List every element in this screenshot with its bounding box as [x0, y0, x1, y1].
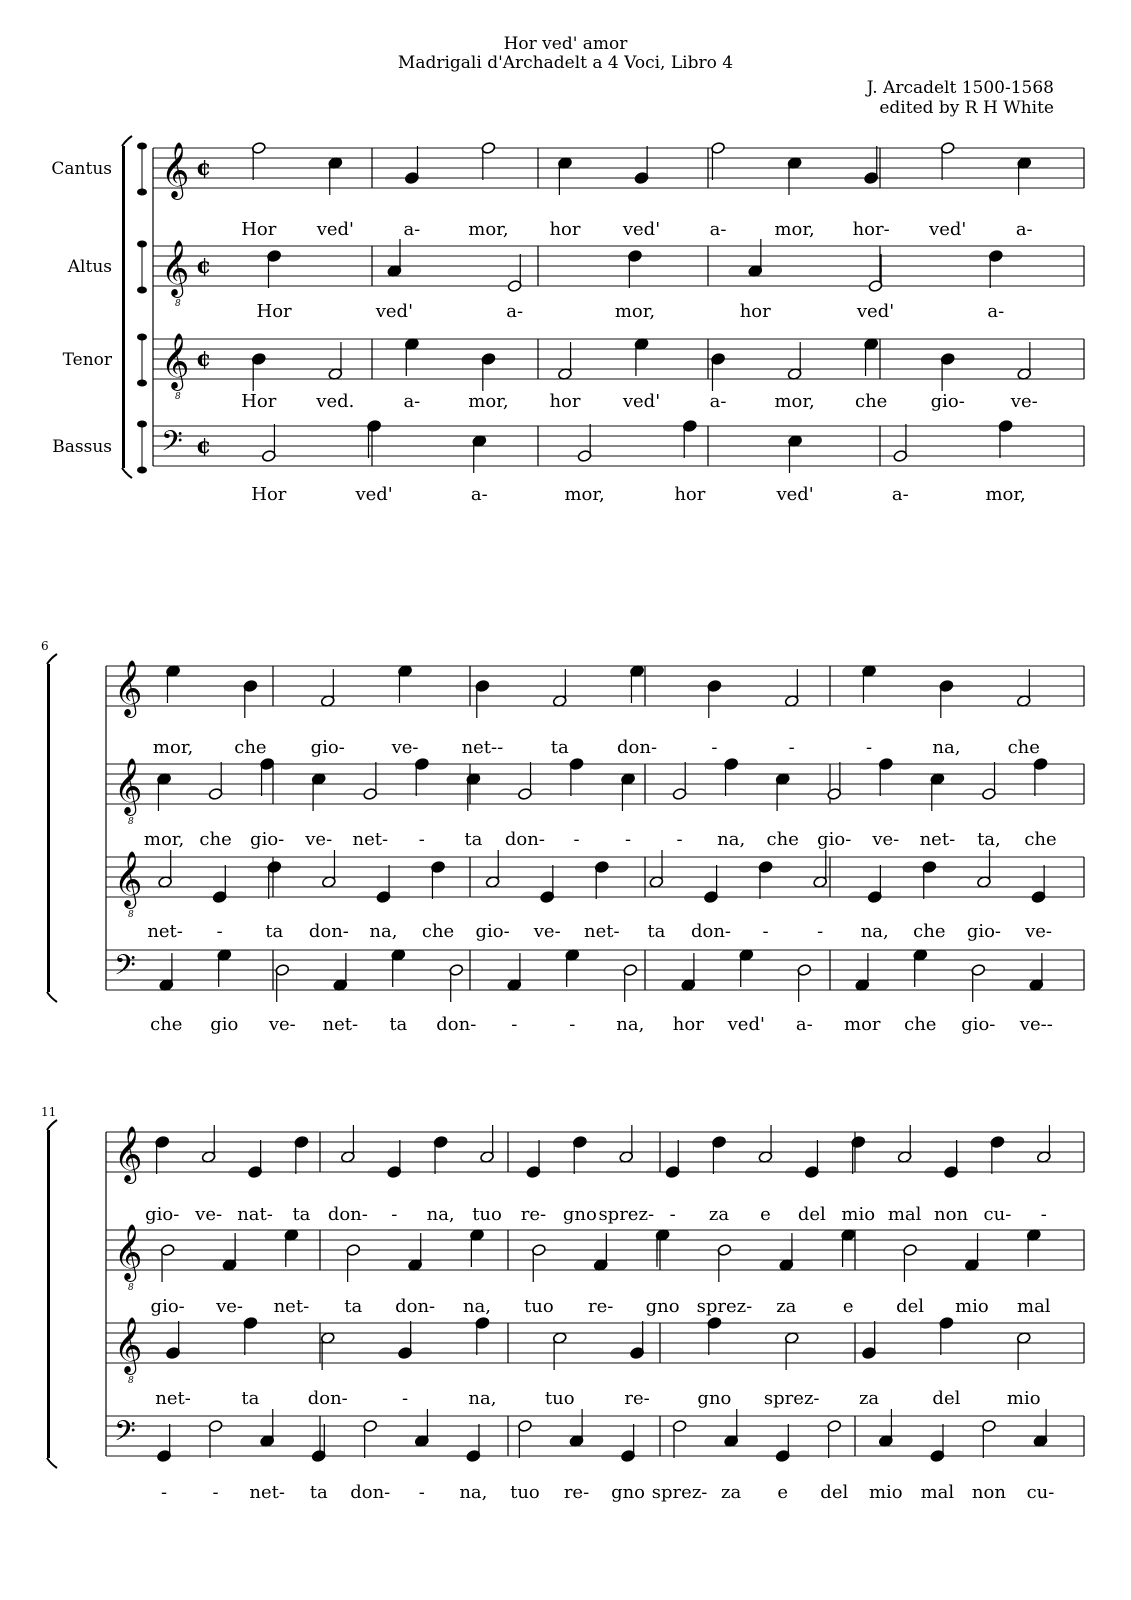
lyric-syllable: che	[1007, 737, 1040, 758]
bracket-top-hook	[47, 654, 57, 664]
lyric-syllable: sprez-	[763, 1388, 820, 1409]
lyric-syllable: mal	[920, 1482, 955, 1503]
lyric-syllable: mio	[841, 1204, 876, 1225]
lyric-syllable: don-	[307, 1388, 348, 1409]
lyric-syllable: net-	[322, 1014, 359, 1035]
lyric-syllable: non	[971, 1482, 1006, 1503]
instrument-name-bassus: Bassus	[52, 437, 112, 457]
lyric-syllable: mor,	[152, 737, 194, 758]
lyric-syllable: del	[896, 1296, 925, 1317]
cut-time-icon: ¢	[196, 155, 212, 181]
piece-subtitle: Madrigali d'Archadelt a 4 Voci, Libro 4	[397, 53, 734, 73]
lyric-syllable: ve-	[391, 737, 419, 758]
lyric-syllable: ve-	[1010, 391, 1038, 412]
treble-clef-icon: 𝄞	[114, 660, 143, 716]
lyric-syllable: nat-	[237, 1204, 273, 1225]
lyric-syllable: ved'	[776, 484, 814, 505]
lyric-syllable: za	[721, 1482, 742, 1503]
lyric-syllable: -	[569, 1014, 576, 1035]
instrument-name-altus: Altus	[67, 257, 112, 277]
ambitus-note	[137, 421, 147, 428]
bass-clef-icon: 𝄢	[161, 425, 183, 465]
lyric-syllable: gno	[611, 1482, 646, 1503]
lyric-syllable: hor	[739, 301, 771, 322]
lyric-syllable: -	[391, 1204, 398, 1225]
system-bracket	[122, 146, 125, 468]
lyric-syllable: -	[418, 1482, 425, 1503]
lyric-syllable: re-	[563, 1482, 590, 1503]
lyric-syllable: -	[817, 921, 824, 942]
lyric-syllable: a-	[891, 484, 909, 505]
lyric-syllable: ved'	[929, 219, 967, 240]
lyric-syllable: gio	[210, 1014, 239, 1035]
lyric-syllable: mor,	[985, 484, 1026, 505]
lyric-syllable: ta	[292, 1204, 311, 1225]
lyric-syllable: e	[842, 1296, 854, 1317]
lyric-syllable: cu-	[983, 1204, 1012, 1225]
lyric-syllable: -	[573, 829, 580, 850]
treble-clef-icon: 𝄞	[161, 240, 190, 296]
lyric-syllable: re-	[588, 1296, 614, 1317]
lyric-syllable: net-	[273, 1296, 310, 1317]
lyric-syllable: del	[797, 1204, 826, 1225]
lyric-syllable: che	[913, 921, 946, 942]
treble-clef-icon: 𝄞	[114, 1126, 143, 1182]
lyric-syllable: hor	[674, 484, 706, 505]
lyric-syllable: -	[1040, 1204, 1047, 1225]
bracket-top-hook	[122, 136, 132, 146]
octave-eight: 8	[128, 910, 134, 920]
lyric-syllable: che	[199, 829, 232, 850]
lyric-syllable: na,	[369, 921, 398, 942]
treble-clef-icon: 𝄞	[114, 1224, 143, 1280]
lyric-syllable: -	[418, 829, 425, 850]
lyric-syllable: ve-	[195, 1204, 223, 1225]
lyric-syllable: na,	[616, 1014, 645, 1035]
lyric-syllable: gio-	[961, 1014, 996, 1035]
lyric-syllable: e	[760, 1204, 771, 1225]
lyric-syllable: -	[216, 921, 223, 942]
lyric-syllable: ve-	[872, 829, 900, 850]
lyric-syllable: ta	[550, 737, 569, 758]
treble-clef-icon: 𝄞	[161, 142, 190, 198]
lyric-syllable: a-	[470, 484, 488, 505]
lyric-syllable: gio-	[966, 921, 1002, 942]
lyric-syllable: mor	[844, 1014, 881, 1035]
bracket-top-hook	[47, 1120, 57, 1130]
ambitus-note	[137, 189, 147, 196]
lyric-syllable: tuo	[544, 1388, 575, 1409]
lyric-syllable: mor,	[143, 829, 185, 850]
lyric-syllable: za	[858, 1388, 880, 1409]
lyric-syllable: ve-	[1025, 921, 1052, 942]
lyric-syllable: -	[866, 737, 873, 758]
lyric-syllable: sprez-	[598, 1204, 655, 1225]
lyric-syllable: don-	[350, 1482, 391, 1503]
composer: J. Arcadelt 1500-1568	[866, 78, 1054, 98]
bracket-bottom-hook	[47, 992, 57, 1002]
lyric-syllable: a-	[795, 1014, 813, 1035]
lyric-syllable: hor	[672, 1014, 704, 1035]
lyric-syllable: ved'	[316, 219, 354, 240]
piece-title: Hor ved' amor	[503, 34, 628, 54]
lyric-syllable: cu-	[1026, 1482, 1055, 1503]
lyric-syllable: don-	[308, 921, 349, 942]
lyric-syllable: -	[160, 1482, 168, 1503]
instrument-name-tenor: Tenor	[62, 350, 112, 370]
lyric-syllable: na,	[717, 829, 746, 850]
lyric-syllable: ta	[265, 921, 284, 942]
system-bracket	[47, 1130, 50, 1458]
lyric-syllable: a-	[709, 391, 727, 412]
lyric-syllable: gio-	[310, 737, 345, 758]
lyric-syllable: che	[766, 829, 799, 850]
lyric-syllable: ved'	[856, 301, 895, 322]
lyric-syllable: gno	[645, 1296, 680, 1317]
lyric-syllable: ved'	[355, 484, 393, 505]
lyric-syllable: hor-	[852, 219, 890, 240]
lyric-syllable: -	[511, 1014, 518, 1035]
measure-number: 6	[41, 639, 49, 653]
lyric-syllable: ta	[344, 1296, 363, 1317]
lyric-syllable: re-	[520, 1204, 547, 1225]
lyric-syllable: -	[762, 921, 769, 942]
lyric-syllable: ta	[309, 1482, 328, 1503]
lyric-syllable: a-	[1015, 219, 1033, 240]
lyric-syllable: tuo	[472, 1204, 502, 1225]
lyric-syllable: gio-	[817, 829, 852, 850]
lyric-syllable: Hor	[256, 301, 292, 322]
lyric-syllable: na,	[932, 737, 961, 758]
lyric-syllable: -	[676, 829, 683, 850]
lyric-syllable: ta	[464, 829, 483, 850]
lyric-syllable: -	[669, 1204, 676, 1225]
lyric-syllable: ved'	[622, 219, 661, 240]
lyric-syllable: del	[932, 1388, 961, 1409]
lyric-syllable: mor,	[564, 484, 605, 505]
lyric-syllable: mio	[868, 1482, 903, 1503]
lyric-syllable: don-	[395, 1296, 436, 1317]
lyric-syllable: na,	[426, 1204, 455, 1225]
octave-eight: 8	[128, 1376, 134, 1386]
lyric-syllable: mor,	[468, 219, 509, 240]
lyric-syllable: ve-	[533, 921, 561, 942]
lyric-syllable: net-	[584, 921, 620, 942]
lyric-syllable: ve-	[268, 1014, 296, 1035]
lyric-syllable: mor,	[774, 219, 815, 240]
lyric-syllable: don-	[327, 1204, 368, 1225]
lyric-syllable: net-	[249, 1482, 285, 1503]
lyric-syllable: ved'	[727, 1014, 765, 1035]
lyric-syllable: na,	[860, 921, 889, 942]
lyric-syllable: e	[777, 1482, 789, 1503]
lyric-syllable: gio-	[145, 1204, 180, 1225]
lyric-syllable: che	[854, 391, 888, 412]
lyric-syllable: net-	[155, 1388, 191, 1409]
lyric-syllable: a-	[403, 391, 421, 412]
lyric-syllable: tuo	[510, 1482, 540, 1503]
bass-clef-icon: 𝄢	[114, 1415, 136, 1455]
lyric-syllable: gio-	[250, 829, 285, 850]
octave-eight: 8	[175, 392, 181, 402]
ambitus-note	[137, 334, 147, 341]
ambitus-note	[137, 241, 147, 248]
cut-time-icon: ¢	[196, 433, 212, 459]
lyric-syllable: mor,	[774, 391, 815, 412]
lyric-syllable: net--	[461, 737, 504, 758]
lyric-syllable: sprez-	[696, 1296, 753, 1317]
lyric-syllable: -	[711, 737, 718, 758]
lyric-syllable: ta	[647, 921, 666, 942]
lyric-syllable: na,	[462, 1296, 492, 1317]
lyric-syllable: mor,	[468, 391, 509, 412]
lyric-syllable: net-	[919, 829, 956, 850]
treble-clef-icon: 𝄞	[114, 851, 143, 907]
lyric-syllable: don-	[690, 921, 732, 942]
lyric-syllable: mal	[1017, 1296, 1051, 1317]
lyric-syllable: gno	[562, 1204, 597, 1225]
lyric-syllable: ta,	[977, 829, 1001, 850]
lyric-syllable: mio	[1006, 1388, 1041, 1409]
lyric-syllable: re-	[624, 1388, 650, 1409]
system-bracket	[47, 664, 50, 992]
cut-time-icon: ¢	[196, 346, 212, 372]
treble-clef-icon: 𝄞	[161, 333, 190, 389]
ambitus-note	[137, 380, 147, 387]
lyric-syllable: na,	[468, 1388, 497, 1409]
instrument-name-cantus: Cantus	[51, 159, 112, 179]
bass-clef-icon: 𝄢	[114, 949, 136, 989]
lyric-syllable: ve-	[216, 1296, 243, 1317]
measure-number: 11	[41, 1105, 57, 1119]
lyric-syllable: don-	[504, 829, 545, 850]
lyric-syllable: net-	[147, 921, 183, 942]
lyric-syllable: ved'	[622, 391, 661, 412]
lyric-syllable: -	[788, 737, 795, 758]
lyric-syllable: Hor	[241, 391, 277, 412]
lyric-syllable: mio	[955, 1296, 989, 1317]
lyric-syllable: che	[421, 921, 455, 942]
octave-eight: 8	[128, 817, 134, 827]
lyric-syllable: ved.	[316, 391, 355, 412]
lyric-syllable: non	[934, 1204, 969, 1225]
lyric-syllable: don-	[617, 737, 658, 758]
lyric-syllable: che	[904, 1014, 937, 1035]
lyric-syllable: Hor	[251, 484, 287, 505]
lyric-syllable: mor,	[614, 301, 656, 322]
lyric-syllable: -	[624, 829, 632, 850]
lyric-syllable: gio-	[475, 921, 510, 942]
treble-clef-icon: 𝄞	[114, 1317, 143, 1373]
lyric-syllable: don-	[436, 1014, 477, 1035]
lyric-syllable: za	[776, 1296, 797, 1317]
treble-clef-icon: 𝄞	[114, 758, 143, 814]
lyric-syllable: gio-	[930, 391, 965, 412]
lyric-syllable: na,	[459, 1482, 488, 1503]
lyric-syllable: che	[234, 737, 267, 758]
bracket-bottom-hook	[47, 1458, 57, 1468]
octave-eight: 8	[175, 299, 181, 309]
lyric-syllable: che	[1024, 829, 1057, 850]
octave-eight: 8	[128, 1283, 134, 1293]
lyric-syllable: ta	[241, 1388, 260, 1409]
lyric-syllable: gio-	[150, 1296, 185, 1317]
lyric-syllable: za	[708, 1204, 730, 1225]
lyric-syllable: gno	[697, 1388, 732, 1409]
lyric-syllable: ve-	[305, 829, 333, 850]
lyric-syllable: Hor	[241, 219, 277, 240]
bracket-bottom-hook	[122, 468, 132, 478]
lyric-syllable: net-	[352, 829, 389, 850]
ambitus-note	[137, 143, 147, 150]
lyric-syllable: del	[820, 1482, 849, 1503]
cut-time-icon: ¢	[196, 253, 212, 279]
ambitus-note	[137, 287, 147, 294]
lyric-syllable: a-	[403, 219, 421, 240]
lyric-syllable: sprez-	[651, 1482, 708, 1503]
lyric-syllable: a-	[709, 219, 727, 240]
lyric-syllable: mal	[887, 1204, 922, 1225]
editor: edited by R H White	[879, 98, 1054, 118]
lyric-syllable: ve--	[1019, 1014, 1053, 1035]
lyric-syllable: -	[402, 1388, 409, 1409]
lyric-syllable: tuo	[524, 1296, 554, 1317]
lyric-syllable: ved'	[375, 301, 414, 322]
lyric-syllable: -	[212, 1482, 219, 1503]
lyric-syllable: ta	[389, 1014, 408, 1035]
lyric-syllable: hor	[549, 391, 581, 412]
lyric-syllable: che	[150, 1014, 183, 1035]
lyric-syllable: hor	[549, 219, 581, 240]
ambitus-note	[137, 467, 147, 474]
lyric-syllable: a-	[987, 301, 1005, 322]
lyric-syllable: a-	[506, 301, 524, 322]
